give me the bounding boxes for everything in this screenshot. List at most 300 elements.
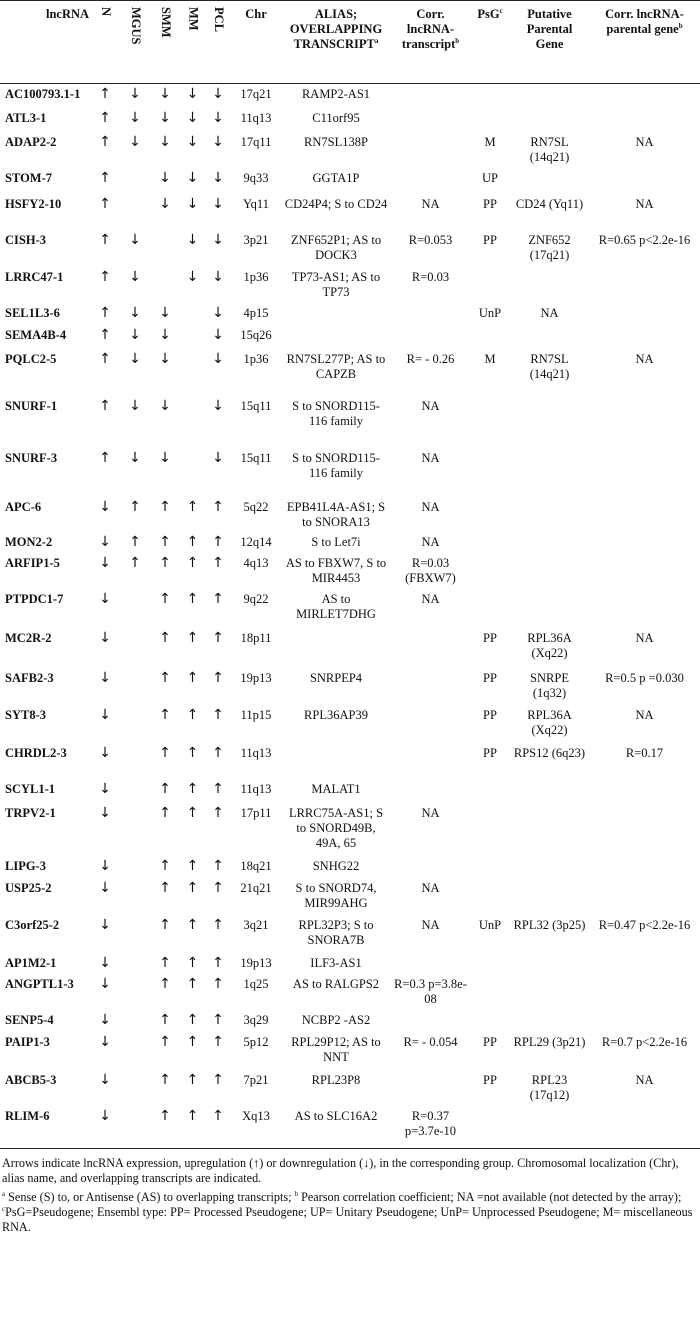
- table-row: [0, 396, 700, 448]
- lncrna-name: CHRDL2-3: [5, 745, 67, 760]
- table-row: [0, 168, 700, 194]
- alias-cell: AS to MIRLET7DHG: [296, 591, 376, 621]
- mm-arrow: ↑: [186, 533, 199, 550]
- lncrna-name: ADAP2-2: [5, 134, 57, 149]
- table-header: [0, 1, 700, 84]
- corr-transcript-cell: NA: [421, 499, 440, 514]
- corr-parental-cell: NA: [635, 1072, 654, 1087]
- header-mm: MM: [180, 1, 205, 84]
- table-footnotes: [0, 1149, 700, 1235]
- psg-cell: [470, 532, 510, 553]
- psg-cell: [470, 448, 510, 497]
- n-arrow: ↓: [90, 1106, 120, 1149]
- corr-parental-cell: [589, 303, 700, 325]
- corr-transcript-cell: R=0.37 p=3.7e-10: [391, 1106, 470, 1149]
- n-arrow: ↑: [99, 350, 111, 367]
- pcl-arrow: ↓: [212, 350, 224, 367]
- parental-gene-cell: [510, 168, 589, 194]
- corr-transcript-cell: NA: [421, 534, 440, 549]
- chr-cell: 5p12: [243, 1034, 269, 1049]
- parental-gene-cell: ZNF652 (17q21): [528, 232, 571, 262]
- parental-gene-cell: [510, 84, 589, 108]
- corr-transcript-cell: [391, 1070, 470, 1106]
- pcl-arrow: ↑: [212, 744, 224, 761]
- corr-parental-cell: [589, 168, 700, 194]
- parental-gene-cell: [510, 553, 589, 589]
- pcl-arrow: ↑: [205, 1106, 231, 1149]
- mm-arrow: [180, 396, 205, 448]
- mgus-arrow: [120, 168, 150, 194]
- mgus-arrow: ↓: [129, 397, 141, 414]
- n-arrow: ↓: [99, 498, 111, 515]
- corr-transcript-cell: R= - 0.054: [403, 1034, 458, 1049]
- header-smm: SMM: [150, 1, 180, 84]
- lncrna-name: ARFIP1-5: [5, 555, 60, 570]
- psg-cell: PP: [483, 196, 497, 211]
- smm-arrow: ↑: [159, 498, 171, 515]
- corr-parental-cell: [589, 497, 700, 532]
- smm-arrow: ↑: [159, 590, 171, 607]
- pcl-arrow: ↓: [212, 169, 224, 186]
- smm-arrow: ↑: [159, 554, 171, 571]
- mgus-arrow: [120, 1106, 150, 1149]
- n-arrow: ↓: [99, 916, 111, 933]
- mm-arrow: ↑: [180, 1106, 205, 1149]
- psg-cell: M: [484, 351, 496, 366]
- parental-gene-cell: SNRPE (1q32): [530, 670, 569, 700]
- corr-transcript-cell: [391, 628, 470, 668]
- psg-cell: [470, 1010, 510, 1032]
- smm-arrow: ↑: [159, 804, 171, 821]
- lncrna-name: RLIM-6: [0, 1106, 90, 1149]
- smm-arrow: ↑: [159, 954, 171, 971]
- header-n: N: [90, 1, 120, 84]
- smm-arrow: ↑: [159, 706, 171, 723]
- alias-cell: S to Let7i: [311, 534, 361, 549]
- pcl-arrow: ↑: [212, 533, 224, 550]
- parental-gene-cell: [510, 803, 589, 856]
- smm-arrow: ↓: [159, 304, 171, 321]
- corr-transcript-cell: [391, 132, 470, 168]
- pcl-arrow: ↓: [212, 304, 224, 321]
- mm-arrow: ↑: [186, 1071, 199, 1088]
- mgus-arrow: [120, 878, 150, 915]
- pcl-arrow: ↓: [212, 326, 224, 343]
- alias-cell: AS to RALGPS2: [292, 976, 380, 991]
- chr-cell: Xq13: [231, 1106, 281, 1149]
- chr-cell: 1p36: [243, 269, 269, 284]
- parental-gene-cell: RPL32 (3p25): [513, 917, 586, 932]
- corr-transcript-cell: [391, 779, 470, 803]
- smm-arrow: ↑: [159, 879, 171, 896]
- n-arrow: ↑: [99, 304, 111, 321]
- smm-arrow: ↓: [159, 326, 171, 343]
- mgus-arrow: [120, 915, 150, 953]
- corr-parental-cell: NA: [635, 351, 654, 366]
- lncrna-name: LIPG-3: [5, 858, 46, 873]
- chr-cell: 11p15: [240, 707, 272, 722]
- n-arrow: ↑: [99, 86, 111, 102]
- parental-gene-cell: RPL36A (Xq22): [527, 630, 572, 660]
- parental-gene-cell: [510, 448, 589, 497]
- parental-gene-cell: NA: [540, 305, 559, 320]
- parental-gene-cell: [510, 974, 589, 1010]
- corr-parental-cell: [589, 396, 700, 448]
- mgus-arrow: [120, 743, 150, 779]
- psg-cell: [470, 497, 510, 532]
- n-arrow: ↑: [99, 195, 111, 212]
- header-corr-transcript: Corr. lncRNA-transcript$^b$: [391, 1, 470, 84]
- n-arrow: ↑: [99, 109, 111, 126]
- pcl-arrow: ↑: [212, 1011, 224, 1028]
- mgus-arrow: ↓: [129, 326, 141, 343]
- table-row: [0, 1070, 700, 1106]
- chr-cell: 11q13: [240, 781, 272, 796]
- alias-cell: RN7SL138P: [304, 134, 368, 149]
- alias-cell: SNHG22: [312, 858, 360, 873]
- mm-arrow: ↓: [186, 86, 199, 102]
- smm-arrow: ↑: [159, 1011, 171, 1028]
- pcl-arrow: ↑: [212, 879, 224, 896]
- mm-arrow: ↓: [186, 231, 199, 248]
- table-row: [0, 349, 700, 396]
- psg-cell: [470, 84, 510, 108]
- psg-cell: PP: [483, 707, 497, 722]
- pcl-arrow: ↓: [212, 449, 224, 466]
- mgus-arrow: [120, 628, 150, 668]
- corr-parental-cell: [589, 553, 700, 589]
- header-corr-parental: Corr. lncRNA-parental gene$^b$: [589, 1, 700, 84]
- alias-cell: [281, 743, 391, 779]
- header-alias: ALIAS; OVERLAPPING TRANSCRIPT$^a$: [281, 1, 391, 84]
- psg-cell: [470, 953, 510, 974]
- psg-cell: PP: [483, 232, 497, 247]
- alias-cell: SNRPEP4: [309, 670, 363, 685]
- lncrna-name: MON2-2: [5, 534, 53, 549]
- alias-cell: C11orf95: [312, 110, 360, 125]
- mm-arrow: ↓: [186, 195, 199, 212]
- chr-cell: 1p36: [243, 351, 269, 366]
- n-arrow: ↓: [99, 744, 111, 761]
- n-arrow: ↓: [99, 1071, 111, 1088]
- header-psg: PsG$^c$: [470, 1, 510, 84]
- lncrna-name: HSFY2-10: [5, 196, 62, 211]
- lncrna-name: CISH-3: [5, 232, 46, 247]
- corr-transcript-cell: [391, 84, 470, 108]
- lncrna-name: SCYL1-1: [5, 781, 56, 796]
- chr-cell: 12q14: [240, 534, 272, 549]
- table-row: [0, 915, 700, 953]
- alias-cell: ZNF652P1; AS to DOCK3: [290, 232, 382, 262]
- corr-parental-cell: [589, 974, 700, 1010]
- corr-transcript-cell: [391, 325, 470, 349]
- table-row: [0, 194, 700, 230]
- pcl-arrow: ↑: [212, 780, 224, 797]
- header-chr: Chr: [231, 1, 281, 84]
- corr-parental-cell: [589, 953, 700, 974]
- alias-cell: S to SNORD115-116 family: [292, 398, 380, 428]
- lncrna-name: STOM-7: [5, 170, 52, 185]
- n-arrow: ↑: [99, 133, 111, 150]
- smm-arrow: [150, 267, 180, 303]
- corr-transcript-cell: NA: [421, 591, 440, 606]
- corr-transcript-cell: NA: [421, 805, 440, 820]
- pcl-arrow: ↓: [212, 397, 224, 414]
- smm-arrow: ↓: [159, 169, 171, 186]
- lncrna-name: AP1M2-1: [5, 955, 57, 970]
- lncrna-name: SEL1L3-6: [5, 305, 60, 320]
- parental-gene-cell: [510, 396, 589, 448]
- lncrna-name: SNURF-1: [5, 398, 58, 413]
- mm-arrow: ↓: [186, 169, 199, 186]
- corr-transcript-cell: NA: [421, 880, 440, 895]
- alias-cell: EPB41L4A-AS1; S to SNORA13: [286, 499, 386, 529]
- corr-parental-cell: NA: [635, 196, 654, 211]
- parental-gene-cell: RN7SL (14q21): [529, 134, 570, 164]
- alias-cell: GGTA1P: [312, 170, 360, 185]
- mm-arrow: ↑: [186, 804, 199, 821]
- mgus-arrow: [120, 589, 150, 628]
- parental-gene-cell: RPL23 (17q12): [529, 1072, 570, 1102]
- parental-gene-cell: [510, 497, 589, 532]
- n-arrow: ↓: [99, 590, 111, 607]
- parental-gene-cell: [510, 108, 589, 132]
- corr-transcript-cell: [391, 303, 470, 325]
- chr-cell: 19p13: [240, 670, 272, 685]
- mgus-arrow: [120, 974, 150, 1010]
- mm-arrow: ↑: [186, 629, 199, 646]
- chr-cell: 1q25: [243, 976, 269, 991]
- smm-arrow: [150, 230, 180, 267]
- psg-cell: [470, 779, 510, 803]
- table-row: [0, 325, 700, 349]
- parental-gene-cell: [510, 1010, 589, 1032]
- lncrna-name: MC2R-2: [5, 630, 52, 645]
- chr-cell: 19p13: [240, 955, 272, 970]
- alias-cell: CD24P4; S to CD24: [284, 196, 388, 211]
- footnote-arrows: Arrows indicate lncRNA expression, upregulation (↑) or downregulation (↓), in the corresponding group. Chromosomal localization (Chr), alias name, and overlapping transcripts are indicated.: [2, 1156, 679, 1185]
- psg-cell: [470, 108, 510, 132]
- n-arrow: ↓: [99, 857, 111, 874]
- n-arrow: ↑: [99, 268, 111, 285]
- pcl-arrow: ↓: [212, 109, 224, 126]
- alias-cell: NCBP2 -AS2: [301, 1012, 371, 1027]
- alias-cell: ILF3-AS1: [310, 955, 362, 970]
- lncrna-name: SNURF-3: [5, 450, 58, 465]
- alias-cell: RN7SL277P; AS to CAPZB: [286, 351, 386, 381]
- table-row: [0, 779, 700, 803]
- parental-gene-cell: [510, 953, 589, 974]
- chr-cell: 5q22: [243, 499, 269, 514]
- alias-cell: RPL29P12; AS to NNT: [291, 1034, 381, 1064]
- mm-arrow: ↑: [186, 744, 199, 761]
- mgus-arrow: [120, 1032, 150, 1070]
- mm-arrow: ↓: [186, 268, 199, 285]
- n-arrow: ↓: [99, 780, 111, 797]
- alias-cell: LRRC75A-AS1; S to SNORD49B, 49A, 65: [288, 805, 384, 850]
- chr-cell: 4q13: [243, 555, 269, 570]
- pcl-arrow: ↑: [212, 590, 224, 607]
- corr-parental-cell: R=0.65 p<2.2e-16: [598, 232, 691, 247]
- mm-arrow: [180, 325, 205, 349]
- psg-cell: [470, 974, 510, 1010]
- table-row: [0, 267, 700, 303]
- lncrna-name: USP25-2: [5, 880, 52, 895]
- mm-arrow: ↑: [186, 498, 199, 515]
- mgus-arrow: ↓: [129, 350, 141, 367]
- lncrna-name: SEMA4B-4: [5, 327, 67, 342]
- corr-transcript-cell: [391, 953, 470, 974]
- psg-cell: [470, 553, 510, 589]
- lncrna-name: C3orf25-2: [5, 917, 60, 932]
- psg-cell: [470, 589, 510, 628]
- mm-arrow: ↑: [186, 975, 199, 992]
- mgus-arrow: ↓: [129, 231, 141, 248]
- header-pcl: PCL: [205, 1, 231, 84]
- table-row: [0, 953, 700, 974]
- corr-transcript-cell: [391, 743, 470, 779]
- corr-parental-cell: [589, 856, 700, 878]
- corr-parental-cell: R=0.5 p =0.030: [605, 670, 684, 685]
- corr-parental-cell: NA: [635, 134, 654, 149]
- table-row: [0, 303, 700, 325]
- lncrna-name: APC-6: [5, 499, 42, 514]
- corr-parental-cell: R=0.47 p<2.2e-16: [598, 917, 691, 932]
- psg-cell: [470, 396, 510, 448]
- chr-cell: 9q33: [243, 170, 269, 185]
- mm-arrow: ↑: [186, 916, 199, 933]
- mm-arrow: [180, 448, 205, 497]
- psg-cell: [470, 1106, 510, 1149]
- mm-arrow: ↑: [186, 879, 199, 896]
- table-row: [0, 84, 700, 108]
- mm-arrow: ↑: [186, 857, 199, 874]
- smm-arrow: ↑: [159, 744, 171, 761]
- alias-cell: MALAT1: [311, 781, 361, 796]
- n-arrow: ↓: [99, 879, 111, 896]
- mgus-arrow: ↓: [129, 268, 141, 285]
- corr-transcript-cell: [391, 1010, 470, 1032]
- mgus-arrow: [120, 803, 150, 856]
- mgus-arrow: [120, 856, 150, 878]
- alias-cell: AS to SLC16A2: [281, 1106, 391, 1149]
- corr-parental-cell: [589, 779, 700, 803]
- pcl-arrow: ↑: [212, 669, 224, 686]
- chr-cell: 9q22: [243, 591, 269, 606]
- alias-cell: [281, 303, 391, 325]
- corr-parental-cell: [589, 803, 700, 856]
- table-row: [0, 743, 700, 779]
- chr-cell: 7p21: [243, 1072, 269, 1087]
- chr-cell: 18q21: [240, 858, 272, 873]
- alias-cell: RPL32P3; S to SNORA7B: [298, 917, 374, 947]
- parental-gene-cell: RN7SL (14q21): [529, 351, 570, 381]
- chr-cell: 17p11: [240, 805, 272, 820]
- mm-arrow: ↑: [186, 780, 199, 797]
- n-arrow: ↓: [99, 669, 111, 686]
- smm-arrow: ↑: [159, 1033, 171, 1050]
- mm-arrow: ↑: [186, 669, 199, 686]
- corr-transcript-cell: R= - 0.26: [406, 351, 455, 366]
- mm-arrow: [180, 349, 205, 396]
- mgus-arrow: ↓: [129, 133, 141, 150]
- table-row: [0, 974, 700, 1010]
- corr-transcript-cell: R=0.03 (FBXW7): [405, 555, 456, 585]
- n-arrow: ↓: [99, 1011, 111, 1028]
- psg-cell: UP: [482, 170, 498, 185]
- n-arrow: ↓: [99, 554, 111, 571]
- table-row: [0, 108, 700, 132]
- table-row: [0, 532, 700, 553]
- table-row: [0, 1032, 700, 1070]
- chr-cell: 4p15: [243, 305, 269, 320]
- mgus-arrow: [120, 668, 150, 705]
- parental-gene-cell: RPL29 (3p21): [513, 1034, 586, 1049]
- lncrna-name: PAIP1-3: [5, 1034, 50, 1049]
- mgus-arrow: [120, 705, 150, 743]
- mm-arrow: [180, 303, 205, 325]
- n-arrow: ↓: [99, 975, 111, 992]
- table-row: [0, 878, 700, 915]
- psg-cell: [470, 325, 510, 349]
- corr-parental-cell: [589, 84, 700, 108]
- lncrna-name: PQLC2-5: [5, 351, 57, 366]
- smm-arrow: ↑: [159, 1071, 171, 1088]
- lncrna-name: SAFB2-3: [5, 670, 54, 685]
- corr-parental-cell: NA: [635, 630, 654, 645]
- smm-arrow: ↓: [159, 350, 171, 367]
- table-row: [0, 132, 700, 168]
- n-arrow: ↓: [99, 954, 111, 971]
- mm-arrow: ↓: [186, 109, 199, 126]
- corr-parental-cell: [589, 1106, 700, 1149]
- n-arrow: ↓: [99, 629, 111, 646]
- parental-gene-cell: RPL36A (Xq22): [527, 707, 572, 737]
- chr-cell: Yq11: [243, 196, 269, 211]
- alias-cell: [281, 628, 391, 668]
- smm-arrow: ↓: [159, 195, 171, 212]
- pcl-arrow: ↑: [212, 954, 224, 971]
- corr-transcript-cell: R=0.03: [411, 269, 450, 284]
- mgus-arrow: [120, 1010, 150, 1032]
- alias-cell: RPL23P8: [311, 1072, 361, 1087]
- pcl-arrow: ↓: [212, 231, 224, 248]
- psg-cell: [470, 878, 510, 915]
- lncrna-name: AC100793.1-1: [5, 87, 81, 101]
- parental-gene-cell: [510, 1106, 589, 1149]
- parental-gene-cell: [510, 856, 589, 878]
- n-arrow: ↓: [99, 1033, 111, 1050]
- n-arrow: ↑: [99, 326, 111, 343]
- mgus-arrow: [120, 953, 150, 974]
- corr-parental-cell: [589, 1010, 700, 1032]
- chr-cell: 3p21: [243, 232, 269, 247]
- chr-cell: 11q13: [240, 110, 272, 125]
- corr-parental-cell: [589, 448, 700, 497]
- corr-transcript-cell: [391, 856, 470, 878]
- corr-parental-cell: NA: [635, 707, 654, 722]
- mgus-arrow: ↓: [129, 86, 141, 102]
- pcl-arrow: ↓: [212, 86, 224, 102]
- pcl-arrow: ↓: [212, 133, 224, 150]
- corr-parental-cell: R=0.7 p<2.2e-16: [601, 1034, 688, 1049]
- smm-arrow: ↓: [159, 133, 171, 150]
- pcl-arrow: ↑: [212, 916, 224, 933]
- corr-transcript-cell: [391, 108, 470, 132]
- corr-parental-cell: [589, 589, 700, 628]
- lncrna-name: ATL3-1: [5, 110, 47, 125]
- smm-arrow: ↑: [150, 1106, 180, 1149]
